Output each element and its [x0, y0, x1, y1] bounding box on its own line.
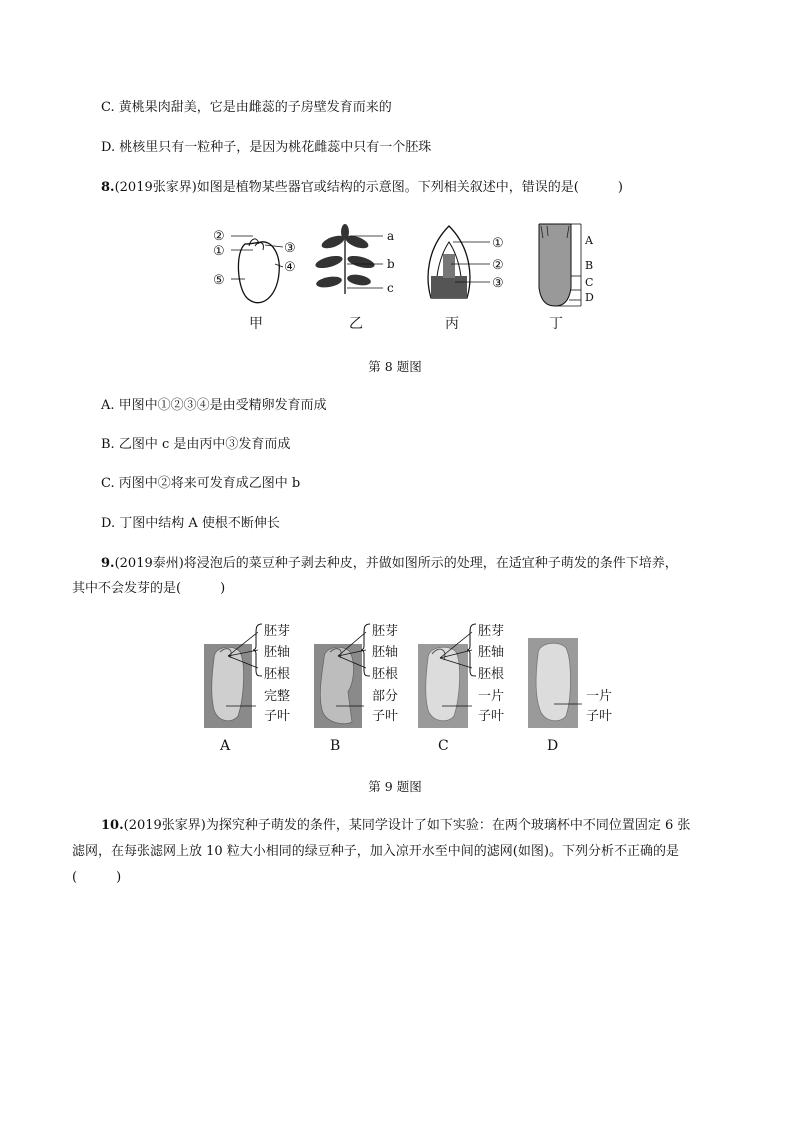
ding-label-a: A [585, 234, 593, 247]
ding-label-c: C [585, 276, 594, 289]
q8-number: 8. [101, 180, 115, 195]
yi-title: 乙 [349, 316, 363, 332]
q9-c-part-3: 胚根 [478, 667, 505, 682]
q8-option-c: C. 丙图中②将来可发育成乙图中 b [101, 476, 301, 491]
q10-stem-line1 [101, 817, 690, 835]
q9-fig-c [418, 624, 504, 754]
ding-label-b: B [585, 259, 594, 272]
q9-fig-b [314, 624, 398, 754]
jia-label-3: ③ [284, 241, 296, 256]
ding-title: 丁 [549, 316, 563, 332]
q9-c-part-2: 胚轴 [478, 645, 505, 660]
q9-fig-d [528, 638, 612, 754]
q9-stem-line2: 其中不会发芽的是( ) [72, 581, 226, 596]
q9-figure [200, 618, 630, 758]
q8-option-a: A. 甲图中①②③④是由受精卵发育而成 [101, 398, 327, 413]
q9-a-cot-2: 子叶 [264, 709, 291, 724]
q10-number: 10. [101, 818, 124, 833]
q9-b-letter: B [330, 738, 341, 754]
jia-title: 甲 [249, 316, 263, 332]
q7-option-d: D. 桃核里只有一粒种子，是因为桃花雌蕊中只有一个胚珠 [101, 140, 432, 155]
q9-c-part-1: 胚芽 [478, 624, 505, 639]
q9-b-cot-1: 部分 [372, 689, 399, 704]
q7-option-c: C. 黄桃果肉甜美，它是由雌蕊的子房壁发育而来的 [101, 100, 392, 115]
q8-stem-text: (2019张家界)如图是植物某些器官或结构的示意图。下列相关叙述中，错误的是( ) [114, 180, 623, 195]
bing-title: 丙 [445, 316, 459, 332]
q9-caption: 第 9 题图 [368, 779, 422, 794]
q9-a-letter: A [220, 738, 231, 754]
q9-b-part-2: 胚轴 [372, 645, 399, 660]
q9-c-cot-2: 子叶 [478, 709, 505, 724]
q8-caption: 第 8 题图 [368, 359, 422, 374]
q9-stem-text: (2019泰州)将浸泡后的菜豆种子剥去种皮，并做如图所示的处理，在适宜种子萌发的条件下培养， [114, 556, 678, 571]
q9-d-cot-1: 一片 [586, 689, 613, 704]
q9-fig-a [204, 624, 290, 754]
jia-label-5: ⑤ [213, 273, 225, 288]
q9-c-letter: C [438, 738, 449, 754]
q9-c-cot-1: 一片 [478, 689, 505, 704]
yi-label-b: b [387, 257, 395, 271]
q8-fig-ding [539, 224, 594, 332]
q9-a-part-1: 胚芽 [264, 624, 291, 639]
bing-label-3: ③ [492, 276, 504, 291]
q8-option-b: B. 乙图中 c 是由丙中③发育而成 [101, 437, 291, 452]
q9-b-part-3: 胚根 [372, 667, 399, 682]
yi-label-a: a [387, 229, 395, 243]
q8-fig-bing [428, 226, 504, 332]
q9-d-cot-2: 子叶 [586, 709, 613, 724]
q9-stem-line1 [101, 555, 678, 573]
q9-a-part-3: 胚根 [264, 667, 291, 682]
q10-stem-line3: ( ) [72, 870, 122, 885]
q8-fig-jia [213, 229, 296, 332]
q8-fig-yi [314, 224, 395, 332]
jia-label-2: ② [213, 229, 225, 244]
q10-stem-line2: 滤网，在每张滤网上放 10 粒大小相同的绿豆种子，加入凉开水至中间的滤网(如图)。下列分析不正确的是 [72, 844, 679, 859]
q9-b-part-1: 胚芽 [372, 624, 399, 639]
q9-d-letter: D [547, 738, 559, 754]
yi-label-c: c [387, 281, 394, 295]
q9-b-cot-2: 子叶 [372, 709, 399, 724]
jia-label-4: ④ [284, 260, 296, 275]
q9-a-cot-1: 完整 [264, 689, 291, 704]
q9-a-part-2: 胚轴 [264, 645, 291, 660]
q9-number: 9. [101, 556, 115, 571]
bing-label-1: ① [492, 236, 504, 251]
q8-option-d: D. 丁图中结构 A 使根不断伸长 [101, 516, 280, 531]
q10-stem-text: (2019张家界)为探究种子萌发的条件，某同学设计了如下实验：在两个玻璃杯中不同位置固定 6 张 [123, 818, 691, 833]
jia-label-1: ① [213, 244, 225, 259]
ding-label-d: D [585, 291, 594, 304]
q8-figure [205, 218, 605, 336]
bing-label-2: ② [492, 258, 504, 273]
q8-stem [101, 179, 623, 197]
